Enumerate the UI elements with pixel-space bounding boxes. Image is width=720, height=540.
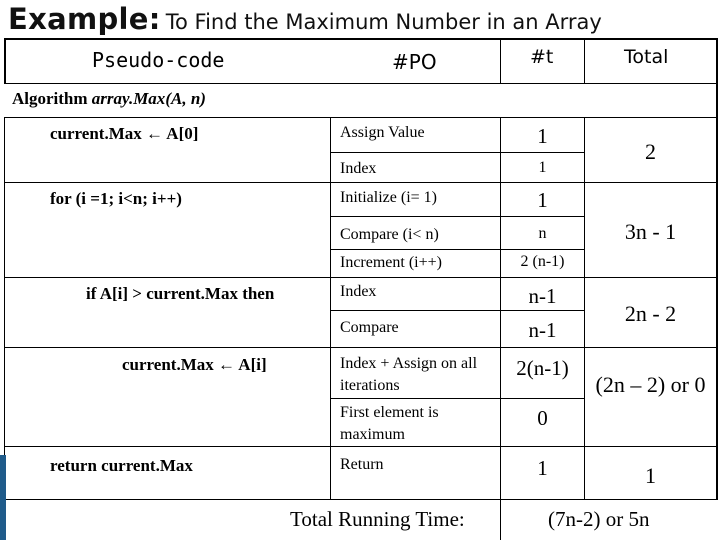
title-prefix: Example: [8, 2, 161, 36]
total-running-time-value: (7n-2) or 5n [548, 507, 650, 531]
t-index: 1 [538, 159, 547, 176]
code-line-assign: current.Max ← A[i] [122, 355, 267, 374]
code-line-init: current.Max ← A[0] [50, 124, 199, 143]
po-index: Index [340, 160, 377, 177]
po-initialize: Initialize (i= 1) [340, 189, 437, 206]
algorithm-args: (A, n) [165, 89, 206, 108]
total-return: 1 [645, 463, 656, 488]
total-assign: (2n – 2) or 0 [595, 372, 706, 397]
algorithm-name: array.Max [91, 89, 166, 108]
t-increment: 2 (n-1) [520, 253, 565, 270]
algorithm-signature [12, 89, 206, 109]
t-compare-if: n-1 [528, 318, 557, 342]
po-compare-i: Compare (i< n) [340, 226, 439, 243]
t-first-max: 0 [537, 406, 548, 430]
slide-edge-bar [0, 455, 6, 540]
header-total: Total [624, 46, 669, 68]
slide-title [8, 2, 602, 36]
header-t: #t [530, 46, 554, 68]
po-assign-value: Assign Value [340, 124, 425, 141]
t-initialize: 1 [537, 188, 548, 212]
po-index-assign: Index + Assign on all iterations [340, 355, 478, 394]
code-line-if: if A[i] > current.Max then [86, 284, 275, 303]
t-index-assign: 2(n-1) [516, 356, 569, 380]
total-running-time-label: Total Running Time: [290, 507, 465, 531]
t-index-if: n-1 [528, 284, 557, 308]
algorithm-keyword: Algorithm [12, 89, 88, 108]
t-return: 1 [537, 456, 548, 480]
po-index-if: Index [340, 283, 377, 300]
t-assign-value: 1 [537, 124, 548, 148]
t-compare-i: n [538, 225, 547, 242]
po-compare-if: Compare [340, 319, 399, 336]
title-text: To Find the Maximum Number in an Array [165, 10, 602, 34]
total-if: 2n - 2 [624, 301, 677, 326]
code-line-for: for (i =1; i<n; i++) [50, 189, 182, 208]
header-po: #PO [392, 50, 437, 74]
total-loop: 3n - 1 [624, 219, 677, 244]
po-return: Return [340, 456, 384, 473]
po-increment: Increment (i++) [340, 254, 442, 271]
total-init: 2 [645, 139, 656, 164]
code-line-return: return current.Max [50, 456, 193, 475]
po-first-max: First element is maximum [340, 404, 439, 443]
header-pseudocode: Pseudo-code [92, 48, 225, 72]
